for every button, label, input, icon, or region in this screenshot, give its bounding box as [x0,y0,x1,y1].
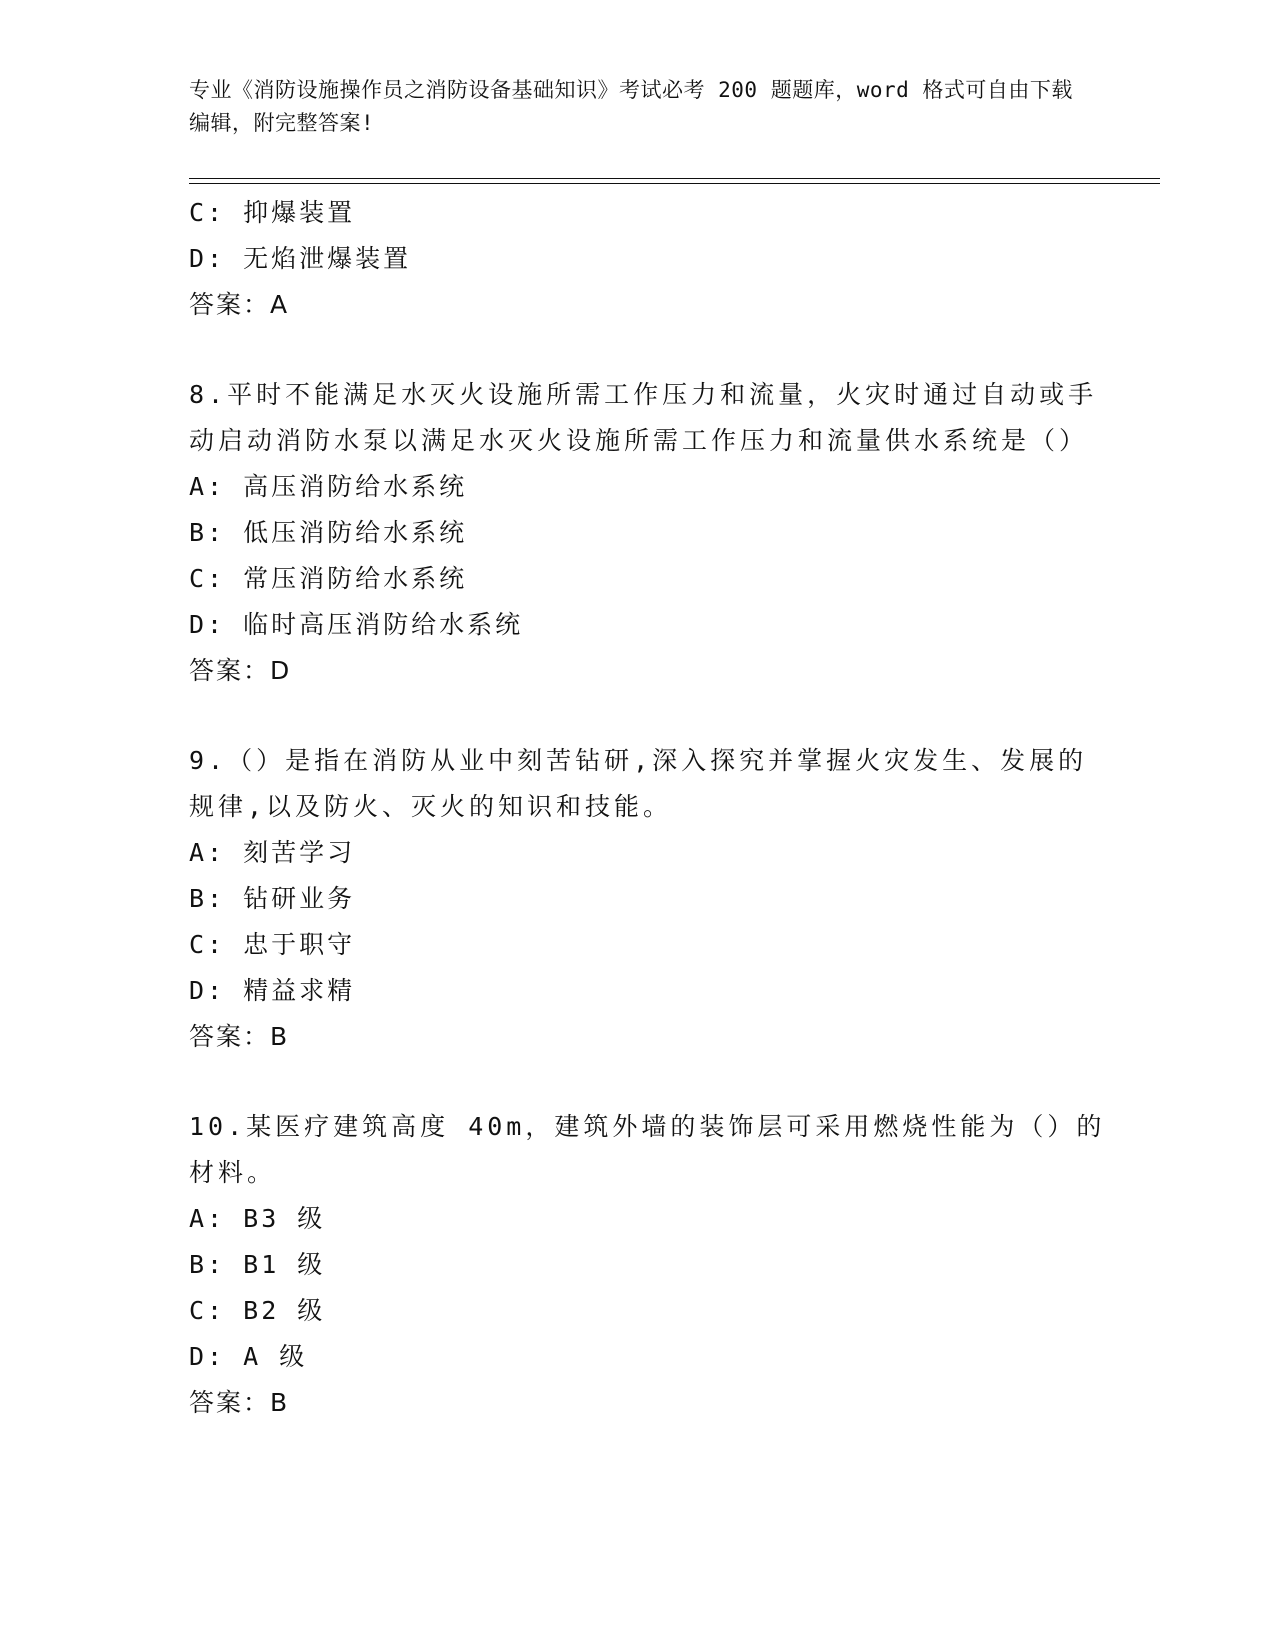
question-9 [189,738,1109,1060]
option-c: C: 忠于职守 [189,930,356,959]
option-b: B: 钻研业务 [189,884,356,913]
option-c: C: 抑爆装置 [189,198,356,227]
option-c: C: B2 级 [189,1296,326,1325]
question-8 [189,372,1109,694]
question-text: 10.某医疗建筑高度 40m，建筑外墙的装饰层可采用燃烧性能为（）的材料。 [189,1112,1106,1187]
option-d: D: 无焰泄爆装置 [189,244,412,273]
question-text: 8.平时不能满足水灭火设施所需工作压力和流量，火灾时通过自动或手动启动消防水泵以满足水灭火设施所需工作压力和流量供水系统是（） [189,380,1098,455]
answer: 答案：B [189,1388,290,1417]
option-b: B: B1 级 [189,1250,326,1279]
option-a: A: 高压消防给水系统 [189,472,468,501]
option-a: A: B3 级 [189,1204,326,1233]
option-d: D: 临时高压消防给水系统 [189,610,524,639]
option-a: A: 刻苦学习 [189,838,356,867]
option-d: D: A 级 [189,1342,308,1371]
question-text: 9.（）是指在消防从业中刻苦钻研,深入探究并掌握火灾发生、发展的规律,以及防火、灭火的知识和技能。 [189,746,1088,821]
spacer [189,1060,1109,1104]
option-c: C: 常压消防给水系统 [189,564,468,593]
header-rule-top [189,178,1160,179]
header-rule-bottom [189,183,1160,184]
option-b: B: 低压消防给水系统 [189,518,468,547]
spacer [189,694,1109,738]
document-header: 专业《消防设施操作员之消防设备基础知识》考试必考 200 题题库，word 格式可自由下载编辑，附完整答案! [189,78,1073,135]
question-10 [189,1104,1109,1426]
answer: 答案：D [189,656,292,685]
partial-question-7 [189,190,1109,328]
answer: 答案：A [189,290,290,319]
answer: 答案：B [189,1022,290,1051]
document-body [189,190,1109,1426]
spacer [189,328,1109,372]
option-d: D: 精益求精 [189,976,356,1005]
